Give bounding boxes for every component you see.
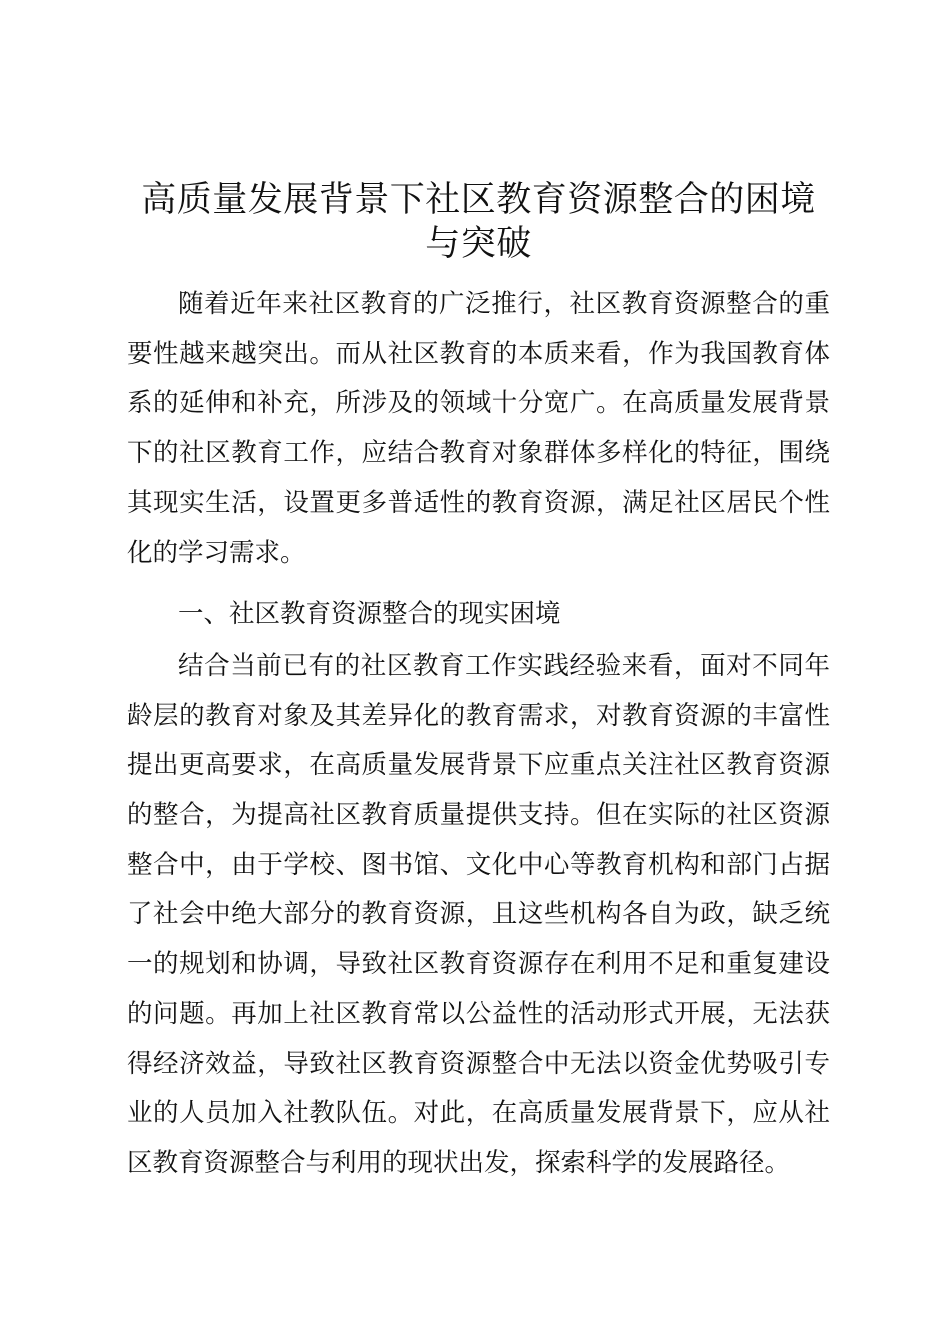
intro-paragraph: 随着近年来社区教育的广泛推行，社区教育资源整合的重要性越来越突出。而从社区教育的本质来看，作为我国教育体系的延伸和补充，所涉及的领域十分宽广。在高质量发展背景下的社区教育工作，应结合教育对象群体多样化的特征，围绕其现实生活，设置更多普适性的教育资源，满足社区居民个性化的学习需求。 [127, 289, 830, 568]
document-title: 高质量发展背景下社区教育资源整合的困境与突破 [141, 180, 816, 264]
section-heading: 一、社区教育资源整合的现实困境 [178, 599, 561, 630]
section-paragraph: 结合当前已有的社区教育工作实践经验来看，面对不同年龄层的教育对象及其差异化的教育需求，对教育资源的丰富性提出更高要求，在高质量发展背景下应重点关注社区教育资源的整合，为提高社区教育质量提供支持。但在实际的社区资源整合中，由于学校、图书馆、文化中心等教育机构和部门占据了社会中绝大部分的教育资源，且这些机构各自为政，缺乏统一的规划和协调，导致社区教育资源存在利用不足和重复建设的问题。再加上社区教育常以公益性的活动形式开展，无法获得经济效益，导致社区教育资源整合中无法以资金优势吸引专业的人员加入社教队伍。对此，在高质量发展背景下，应从社区教育资源整合与利用的现状出发，探索科学的发展路径。 [127, 650, 830, 1178]
document-body [127, 178, 830, 1189]
